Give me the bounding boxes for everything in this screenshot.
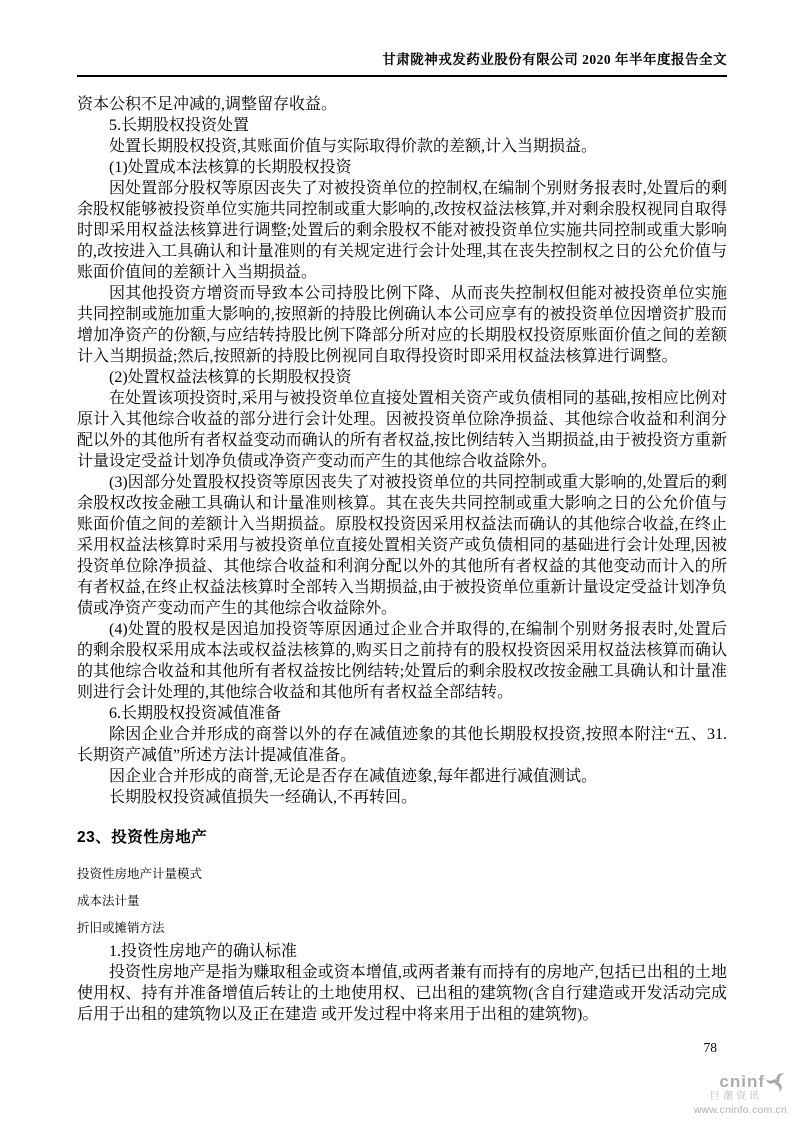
- body-paragraph: 因企业合并形成的商誉,无论是否存在减值迹象,每年都进行减值测试。: [109, 768, 598, 785]
- body-paragraph: (1)处置成本法核算的长期股权投资: [109, 159, 352, 176]
- body-paragraph: 6.长期股权投资减值准备: [109, 705, 282, 722]
- section-heading-investment-property: 23、投资性房地产: [77, 829, 208, 846]
- body-paragraph: 投资性房地产是指为赚取租金或资本增值,或两者兼有而持有的房地产,包括已出租的土地使用权、持有并准备增值后转让的土地使用权、已出租的建筑物(含自行建造或开发活动完成后用于出租的建筑物以及正在建造 或开发过程中将来用于出租的建筑物)。: [77, 964, 727, 1023]
- meta-line: 折旧或摊销方法: [77, 921, 165, 935]
- cninfo-brand-chinese: 巨潮资讯: [710, 1091, 762, 1102]
- body-paragraph: (3)因部分处置股权投资等原因丧失了对被投资单位的共同控制或重大影响的,处置后的剩余股权改按金融工具确认和计量准则核算。其在丧失共同控制或重大影响之日的公允价值与账面价值之间的差额计入当期损益。原股权投资因采用权益法而确认的其他综合收益,在终止采用权益法核算时采用与被投资单位直接处置相关资产或负债相同的基础进行会计处理,因被投资单位除净损益、其他综合收益和利润分配以外的其他所有者权益的其他变动而计入的所有者权益,在终止权益法核算时全部转入当期损益,由于被投资单位重新计量设定受益计划净负债或净资产变动而产生的其他综合收益除外。: [77, 474, 727, 617]
- cninfo-swirl-icon: [766, 1071, 787, 1092]
- cninfo-brand-text: cninf: [719, 1071, 765, 1091]
- body-paragraph: 因处置部分股权等原因丧失了对被投资单位的控制权,在编制个别财务报表时,处置后的剩余股权能够被投资单位实施共同控制或重大影响的,改按权益法核算,并对剩余股权视同自取得时即采用权益法核算进行调整;处置后的剩余股权不能对被投资单位实施共同控制或重大影响的,改按进入工具确认和计量准则的有关规定进行会计处理,其在丧失控制权之日的公允价值与账面价值间的差额计入当期损益。: [77, 180, 727, 281]
- investment-property-meta: [77, 868, 727, 935]
- page-number: 78: [703, 1040, 717, 1055]
- body-paragraph: (2)处置权益法核算的长期股权投资: [109, 369, 352, 386]
- meta-line: 成本法计量: [77, 894, 140, 908]
- body-paragraph: 因其他投资方增资而导致本公司持股比例下降、从而丧失控制权但能对被投资单位实施共同控制或施加重大影响的,按照新的持股比例确认本公司应享有的被投资单位因增资扩股而增加净资产的份额,与应结转持股比例下降部分所对应的长期股权投资原账面价值之间的差额计入当期损益;然后,按照新的持股比例视同自取得投资时即采用权益法核算进行调整。: [77, 285, 727, 365]
- cninfo-brand-row: [671, 1071, 787, 1092]
- document-body: [77, 94, 727, 1025]
- body-paragraph: 长期股权投资减值损失一经确认,不再转回。: [109, 789, 418, 806]
- body-paragraph: 处置长期股权投资,其账面价值与实际取得价款的差额,计入当期损益。: [109, 138, 598, 155]
- report-header-title: 甘肃陇神戎发药业股份有限公司 2020 年半年度报告全文: [77, 51, 727, 77]
- cninfo-url: www.cninfo.com.cn: [693, 1104, 787, 1116]
- body-paragraph: 1.投资性房地产的确认标准: [109, 943, 298, 960]
- meta-line: 投资性房地产计量模式: [77, 867, 203, 881]
- body-paragraph: 资本公积不足冲减的,调整留存收益。: [77, 96, 338, 113]
- body-paragraph: 除因企业合并形成的商誉以外的存在减值迹象的其他长期股权投资,按照本附注“五、31.长期资产减值”所述方法计提减值准备。: [77, 726, 727, 764]
- cninfo-logo: [671, 1071, 787, 1116]
- body-paragraph: 在处置该项投资时,采用与被投资单位直接处置相关资产或负债相同的基础,按相应比例对原计入其他综合收益的部分进行会计处理。因被投资单位除净损益、其他综合收益和利润分配以外的其他所有者权益变动而确认的所有者权益,按比例结转入当期损益,由于被投资方重新计量设定受益计划净负债或净资产变动而产生的其他综合收益除外。: [77, 390, 727, 470]
- body-paragraph: (4)处置的股权是因追加投资等原因通过企业合并取得的,在编制个别财务报表时,处置后的剩余股权采用成本法或权益法核算的,购买日之前持有的股权投资因采用权益法核算而确认的其他综合收益和其他所有者权益按比例结转;处置后的剩余股权改按金融工具确认和计量准则进行会计处理的,其他综合收益和其他所有者权益全部结转。: [77, 621, 727, 701]
- body-paragraph: 5.长期股权投资处置: [109, 117, 250, 134]
